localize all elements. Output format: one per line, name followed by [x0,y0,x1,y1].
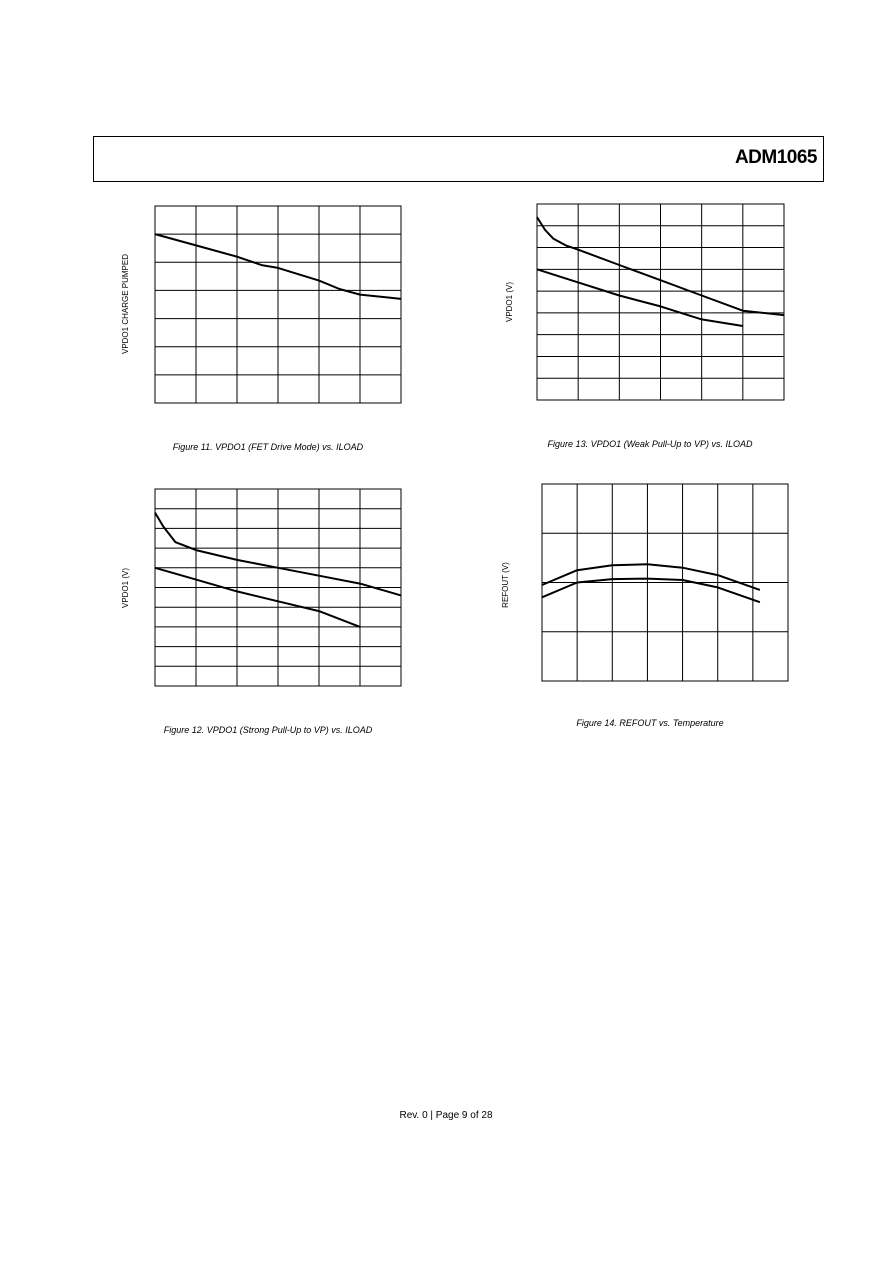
chart-fig13 [505,204,784,449]
y-axis-label: VPDO1 CHARGE PUMPED [121,253,130,355]
chart-fig11 [121,206,401,452]
figure-caption: Figure 13. VPDO1 (Weak Pull-Up to VP) vs. ILOAD [547,439,753,449]
series-line-1 [542,564,760,590]
y-axis-label: VPDO1 (V) [505,281,514,323]
figure-caption: Figure 11. VPDO1 (FET Drive Mode) vs. ILOAD [172,442,364,452]
series-line-2 [537,269,743,326]
y-axis-label: REFOUT (V) [501,562,510,608]
part-number: ADM1065 [734,147,817,168]
page-footer: Rev. 0 | Page 9 of 28 [399,1110,493,1121]
chart-fig14 [501,484,788,728]
y-axis-label: VPDO1 (V) [121,567,130,609]
chart-fig12 [121,489,401,735]
figure-caption: Figure 14. REFOUT vs. Temperature [576,718,724,728]
figure-caption: Figure 12. VPDO1 (Strong Pull-Up to VP) vs. ILOAD [163,725,373,735]
